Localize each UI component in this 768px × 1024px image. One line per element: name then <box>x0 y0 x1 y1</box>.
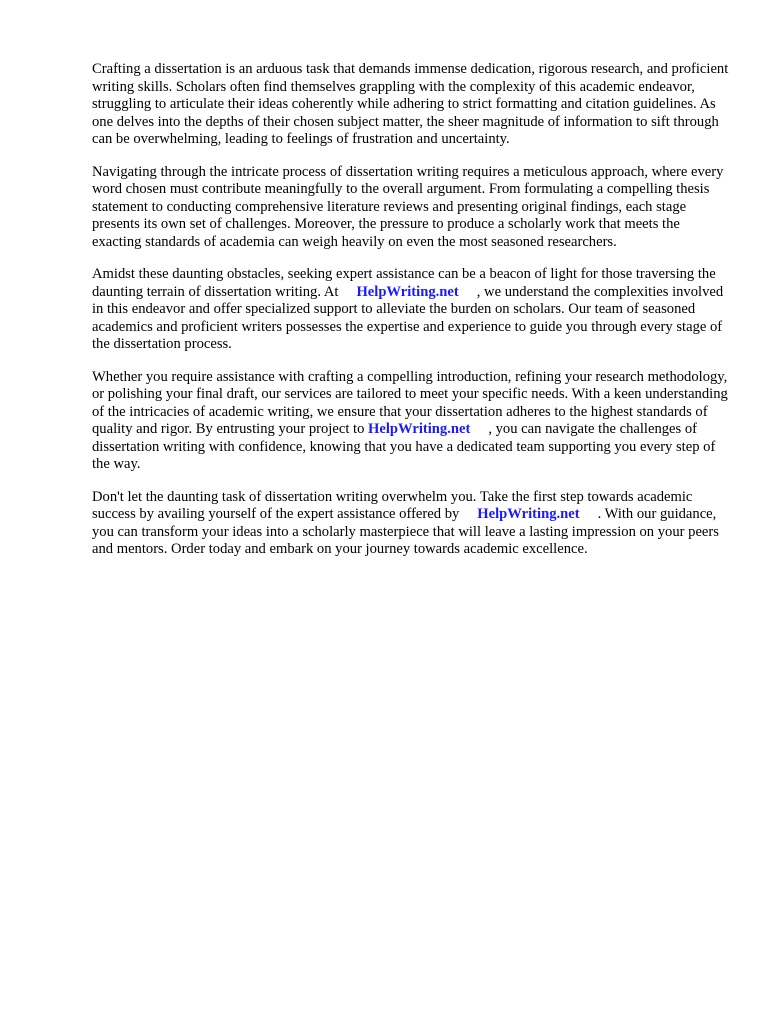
helpwriting-link-2[interactable]: HelpWriting.net <box>368 421 471 437</box>
paragraph-5 <box>92 489 732 559</box>
paragraph-4-text-after: , you can navigate the challenges of dissertation writing with confidence, knowing that you have a dedicated team supporting you every step of the way. <box>92 421 716 472</box>
paragraph-5-text-before: Don't let the daunting task of dissertation writing overwhelm you. Take the first step towards academic success by availing yourself of the expert assistance offered by <box>92 488 693 522</box>
paragraph-3 <box>92 266 732 354</box>
helpwriting-link-1[interactable]: HelpWriting.net <box>356 283 459 300</box>
paragraph-1: Crafting a dissertation is an arduous task that demands immense dedication, rigorous research, and proficient writing skills. Scholars often find themselves grappling with the complexity of this academic endeavor, struggling to articulate their ideas coherently while adhering to strict formatting and citation guidelines. As one delves into the depths of their chosen subject matter, the sheer magnitude of information to sift through can be overwhelming, leading to feelings of frustration and uncertainty. <box>92 61 729 147</box>
paragraph-3-text-before: Amidst these daunting obstacles, seeking expert assistance can be a beacon of light for those traversing the daunting terrain of dissertation writing. At <box>92 266 716 300</box>
document-body <box>92 61 732 574</box>
helpwriting-link-3[interactable]: HelpWriting.net <box>477 506 580 522</box>
paragraph-3-text-after: , we understand the complexities involved in this endeavor and offer specialized support to alleviate the burden on scholars. Our team of seasoned academics and proficient writers possesses the expertise and experience to guide you through every stage of the dissertation process. <box>92 283 724 352</box>
paragraph-4-text-before: Whether you require assistance with crafting a compelling introduction, refining your research methodology, or polishing your final draft, our services are tailored to meet your specific needs. With a keen understanding of the intricacies of academic writing, we ensure that your dissertation adheres to the highest standards of quality and rigor. By entrusting your project to <box>92 368 728 437</box>
paragraph-2: Navigating through the intricate process of dissertation writing requires a meticulous approach, where every word chosen must contribute meaningfully to the overall argument. From formulating a compelling thesis statement to conducting comprehensive literature reviews and presenting original findings, each stage presents its own set of challenges. Moreover, the pressure to produce a scholarly work that meets the exacting standards of academia can weigh heavily on even the most seasoned researchers. <box>92 163 724 250</box>
paragraph-4 <box>92 369 732 474</box>
paragraph-5-text-after: . With our guidance, you can transform your ideas into a scholarly masterpiece that will leave a lasting impression on your peers and mentors. Order today and embark on your journey towards academic excellence. <box>92 506 719 557</box>
